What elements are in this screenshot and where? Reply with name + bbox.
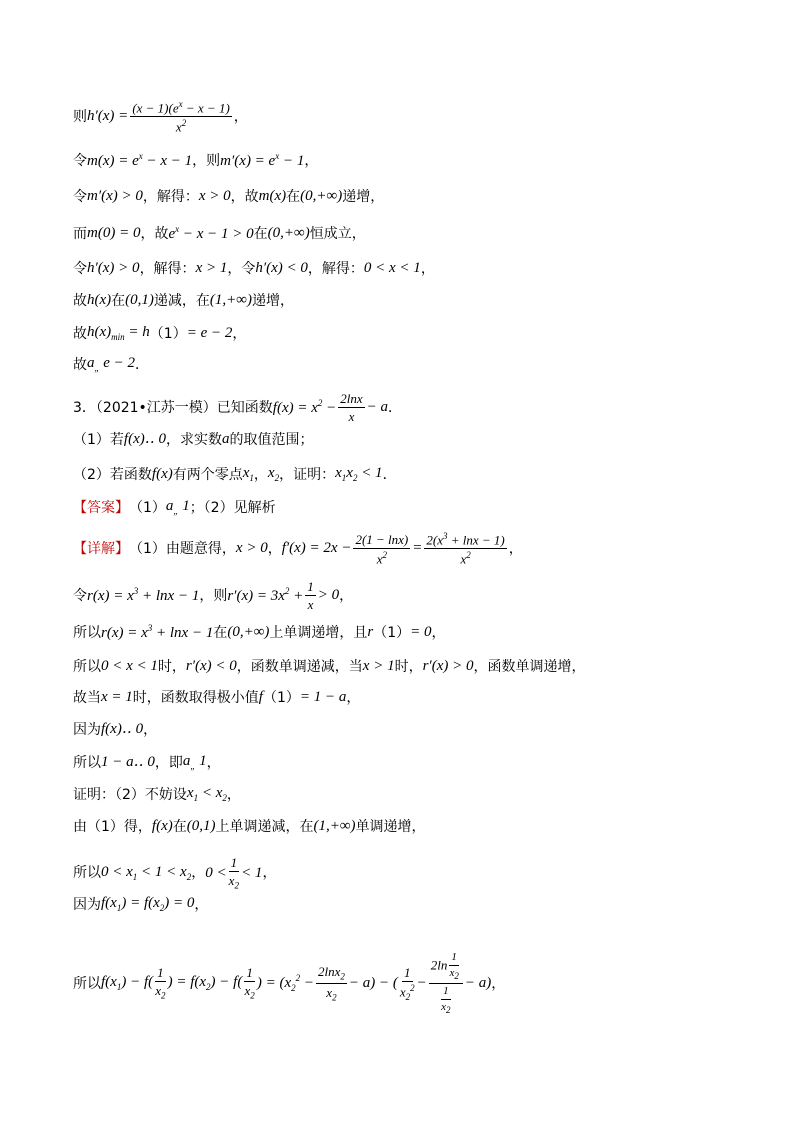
fraction: $\frac{1}{x_2}$ [228, 855, 239, 891]
text-line: 所以 0 < x < 1 时， r′(x) < 0 ，函数单调递减，当 x > 1 时， r′(x) > 0 ，函数单调递增， [73, 658, 586, 675]
fraction: $\frac{2\ln x}{x}$ [340, 391, 363, 424]
text-line: 所以 1 − a‥ 0 ，即 $a_„$ 1 ， [73, 753, 221, 771]
fraction: $\frac{1}{x_2}$ [155, 965, 166, 1001]
text-line: 令 h′(x) > 0 ，解得： x > 1 ，令 h′(x) < 0 ，解得： 0 < x < 1 ， [73, 260, 435, 277]
text-line: 令 m′(x) > 0 ，解得： x > 0 ，故 m(x) 在 (0,+∞) 递增， [73, 188, 385, 205]
text-line: 而 m(0) = 0 ，故 $e^x - x - 1 > 0$ 在 (0,+∞) 恒成立， [73, 224, 366, 242]
answer-line: 【答案】 （1） $a_„$ 1 ；（2）见解析 [73, 498, 276, 516]
fraction: 2ln $\frac{1}{x_2}$ $\frac{1}{x_2}$ [429, 952, 463, 1015]
text-line: 则 h′(x) = $\frac{(x - 1)(e^x - x - 1)}{x^2}$ ， [73, 99, 248, 135]
fraction: $\frac{(x - 1)(e^x - x - 1)}{x^2}$ [132, 99, 230, 135]
text-line: 故 h(x) 在 (0,1) 递减，在 (1,+∞) 递增， [73, 292, 294, 309]
fraction: $\frac{2(1 - \ln x)}{x^2}$ [355, 531, 409, 566]
text-line: 由（1）得， f(x) 在 (0,1) 上单调递减，在 (1,+∞) 单调递增， [73, 818, 426, 835]
text-line: （2）若函数 f(x) 有两个零点 $x_1$ ， $x_2$ ，证明： $x_1x_2 < 1$ ． [73, 465, 397, 483]
fraction: $\frac{1}{x_2}$ [244, 965, 255, 1001]
text-line: 故 $h(x)_{min} = h$ （1） = e − 2 ， [73, 324, 247, 342]
text-line: 证明：（2）不妨设 $x_1 < x_2$ ， [73, 785, 241, 803]
detail-line: 【详解】 （1）由题意得， x > 0 ， f′(x) = 2x − $\frac{2(1 - \ln x)}{x^2}$ = $\frac{2(x^3 + \ln x - 1)}{x^2}$ ， [73, 531, 523, 567]
text-line: 因为 f(x)‥ 0 ， [73, 721, 158, 738]
fraction: $\frac{1}{x}$ [307, 579, 314, 612]
text-line: 所以 $r(x) = x^3 + \ln x - 1$ 在 (0,+∞) 上单调递增，且 r （1） = 0 ， [73, 623, 446, 641]
fraction: $\frac{2(x^3 + \ln x - 1)}{x^2}$ [426, 531, 505, 567]
detail-tag: 【详解】 [73, 540, 129, 557]
fraction: $\frac{1}{x_2^2}$ [399, 964, 415, 1002]
text-line: 所以 $0 < x_1 < 1 < x_2$ ， 0 < $\frac{1}{x_2}$ < 1 ， [73, 855, 277, 891]
text-line: 令 $r(x) = x^3 + \ln x - 1$ ，则 $r'(x) = 3x^2$ + $\frac{1}{x}$ > 0 ， [73, 579, 354, 612]
fraction: $\frac{2\ln x_2}{x_2}$ [317, 963, 345, 1003]
answer-tag: 【答案】 [73, 499, 129, 516]
problem-3-line: 3．（2021•江苏一模）已知函数 $f(x) = x^2$ − $\frac{2\ln x}{x}$ − a ． [73, 391, 403, 424]
text-line: 故当 x = 1 时，函数取得极小值 f （1） = 1 − a ， [73, 689, 361, 706]
text-line: （1）若 f(x)‥ 0 ，求实数 a 的取值范围； [73, 431, 314, 448]
text-line: 故 $a_„$ e − 2 ． [73, 355, 150, 373]
text-line: 因为 $f(x_1) = f(x_2) = 0$ ， [73, 895, 209, 913]
text-line: 令 $m(x) = e^x - x - 1$ ，则 $m'(x) = e^x - 1$ ， [73, 151, 319, 169]
text-line: 所以 $f(x_1) - f$( $\frac{1}{x_2}$ ) = $f(x_2) - f$( $\frac{1}{x_2}$ ) = ($x_2^2$ − $\frac{2\ln x_2}{x_2}$ − a) − ( $\frac{1}{x_2^2}$ − 2ln $\frac{1}{x_2}$ $\frac{1}{x_2}$ − a) ， [73, 951, 506, 1016]
